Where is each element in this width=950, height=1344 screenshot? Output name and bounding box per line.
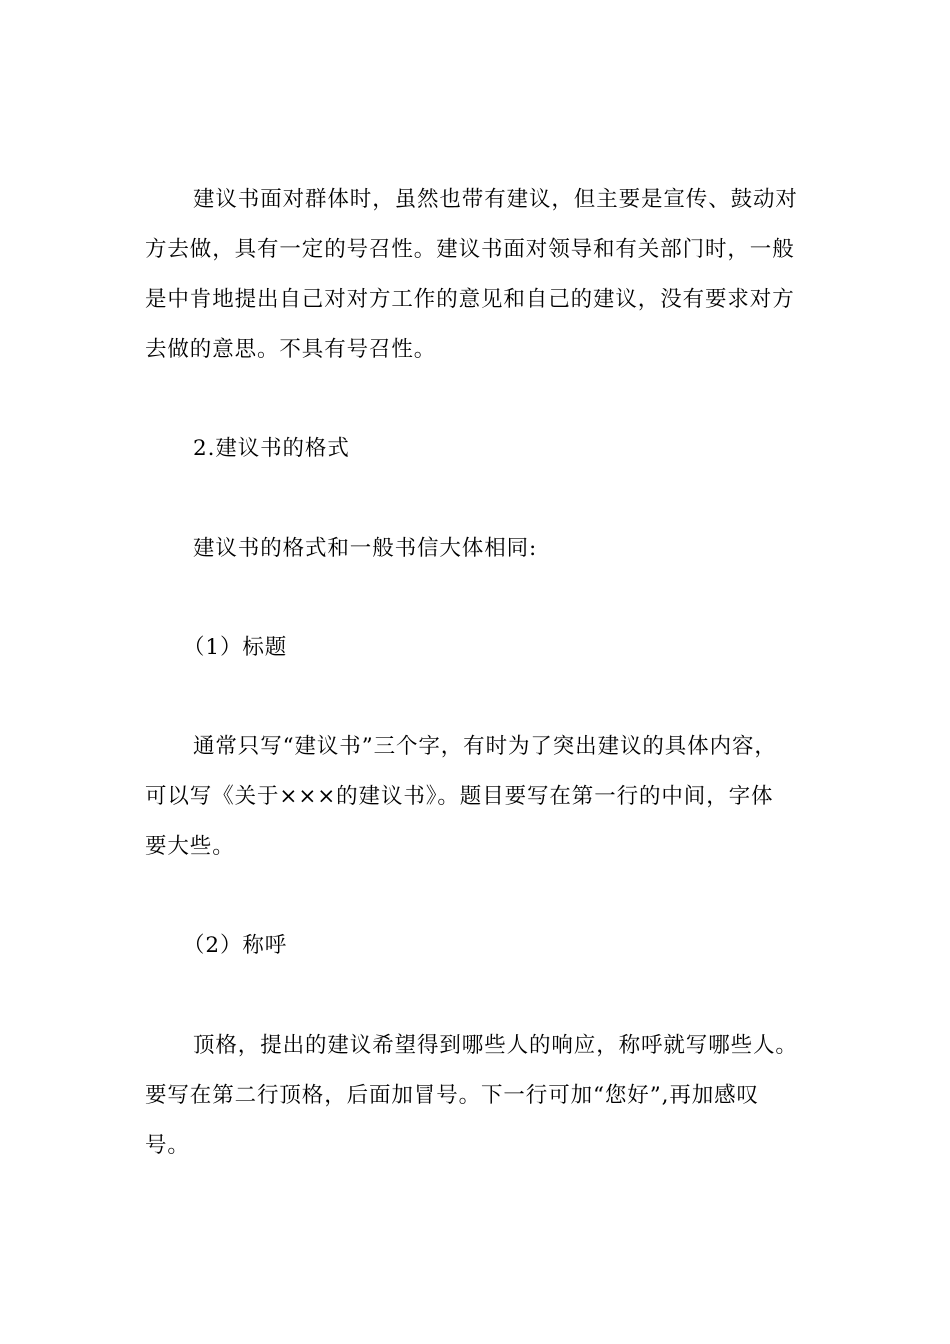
paragraph-line: 去做的意思。不具有号召性。 [145, 337, 437, 362]
paragraph-group-salutation [145, 1021, 810, 1171]
paragraph-line: 通常只写“建议书”三个字，有时为了突出建议的具体内容， [193, 734, 777, 759]
item-heading-salutation: （2）称呼 [183, 933, 288, 958]
paragraph-format-intro: 建议书的格式和一般书信大体相同: [193, 536, 538, 561]
paragraph-group-nature [145, 175, 810, 375]
paragraph-line: 顶格，提出的建议希望得到哪些人的响应，称呼就写哪些人。 [193, 1033, 798, 1058]
paragraph-line: 是中肯地提出自己对对方工作的意见和自己的建议，没有要求对方 [145, 287, 795, 312]
item-heading-title: （1）标题 [183, 635, 288, 660]
paragraph-line: 可以写《关于×××的建议书》。题目要写在第一行的中间，字体 [145, 784, 774, 809]
paragraph-group-title [145, 722, 810, 872]
paragraph-line: 建议书面对群体时，虽然也带有建议，但主要是宣传、鼓动对 [193, 187, 798, 212]
paragraph-line: 要写在第二行顶格，后面加冒号。下一行可加“您好”,再加感叹 [145, 1083, 759, 1108]
paragraph-line: 要大些。 [145, 834, 235, 859]
section-heading-format: 2.建议书的格式 [193, 436, 350, 461]
paragraph-line: 方去做，具有一定的号召性。建议书面对领导和有关部门时，一般 [145, 237, 795, 262]
paragraph-line: 号。 [145, 1133, 190, 1158]
